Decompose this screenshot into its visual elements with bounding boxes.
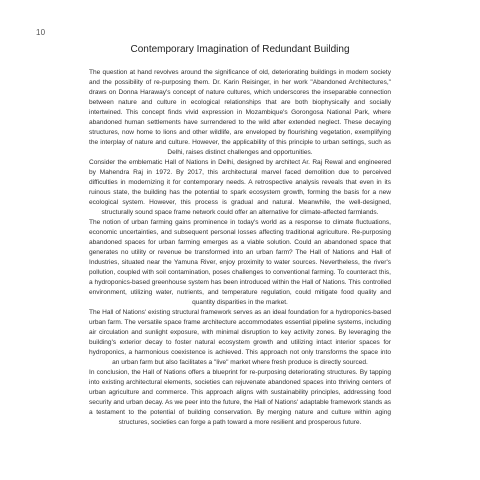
page-number: 10 — [36, 28, 46, 37]
body-text — [89, 68, 391, 428]
paragraph: The notion of urban farming gains prominence in today's world as a response to climate fluctuations, economic uncertainties, and subsequent personal losses affecting traditional agriculture. Re-purposing abandoned spaces for urban farming emerges as a viable solution. Could an abandoned space that generates no utility or revenue be transformed into an urban farm? The Hall of Nations and Hall of Industries, situated near the Yamuna River, enjoy proximity to water sources. Nevertheless, the river's pollution, coupled with soil contamination, poses challenges to conventional farming. To counteract this, a hydroponics-based greenhouse system has been introduced within the Hall of Nations. This controlled environment, utilizing water, nutrients, and temperature regulation, could mitigate food quality and quantity disparities in the market. — [89, 219, 391, 306]
paragraph: The question at hand revolves around the significance of old, deteriorating buildings in modern society and the possibility of re-purposing them. Dr. Karin Reisinger, in her work "Abandoned Architectures," draws on Donna Haraway's concept of nature cultures, which underscores the inseparable connection between nature and culture in ecological relationships that are both biophysically and socially intertwined. This concept finds vivid expression in Mozambique's Gorongosa National Park, where abandoned human settlements have surrendered to the wild after extended neglect. These decaying structures, now home to lions and other wildlife, are enveloped by flourishing vegetation, exemplifying the interplay of nature and culture. However, the applicability of this principle to urban settings, such as Delhi, raises distinct challenges and opportunities. — [89, 69, 391, 156]
page-title: Contemporary Imagination of Redundant Building — [130, 44, 350, 55]
paragraph: In conclusion, the Hall of Nations offers a blueprint for re-purposing deteriorating structures. By tapping into existing architectural elements, societies can rejuvenate abandoned spaces into thriving centers of urban agriculture and commerce. This approach aligns with sustainability principles, addressing food security and urban decay. As we peer into the future, the Hall of Nations' adaptable framework stands as a testament to the potential of building conservation. By merging nature and culture within aging structures, societies can forge a path toward a more resilient and prosperous future. — [89, 369, 391, 426]
paragraph: Consider the emblematic Hall of Nations in Delhi, designed by architect Ar. Raj Rewal and engineered by Mahendra Raj in 1972. By 2017, this architectural marvel faced demolition due to perceived difficulties in modernizing it for contemporary needs. A retrospective analysis reveals that even in its ruinous state, the building has the potential to spark ecosystem growth, forming the basis for a new ecological system. However, this process is gradual and natural. Meanwhile, the well-designed, structurally sound space frame network could offer an alternative for climate-affected farmlands. — [89, 159, 391, 216]
paragraph: The Hall of Nations' existing structural framework serves as an ideal foundation for a hydroponics-based urban farm. The versatile space frame architecture accommodates essential pipeline systems, including air circulation and sunlight exposure, with minimal disruption to key activity zones. By leveraging the building's exterior decay to foster natural ecosystem growth and utilizing intact interior spaces for hydroponics, a harmonious coexistence is achieved. This approach not only transforms the space into an urban farm but also facilitates a "live" market where fresh produce is directly sourced. — [89, 309, 391, 366]
